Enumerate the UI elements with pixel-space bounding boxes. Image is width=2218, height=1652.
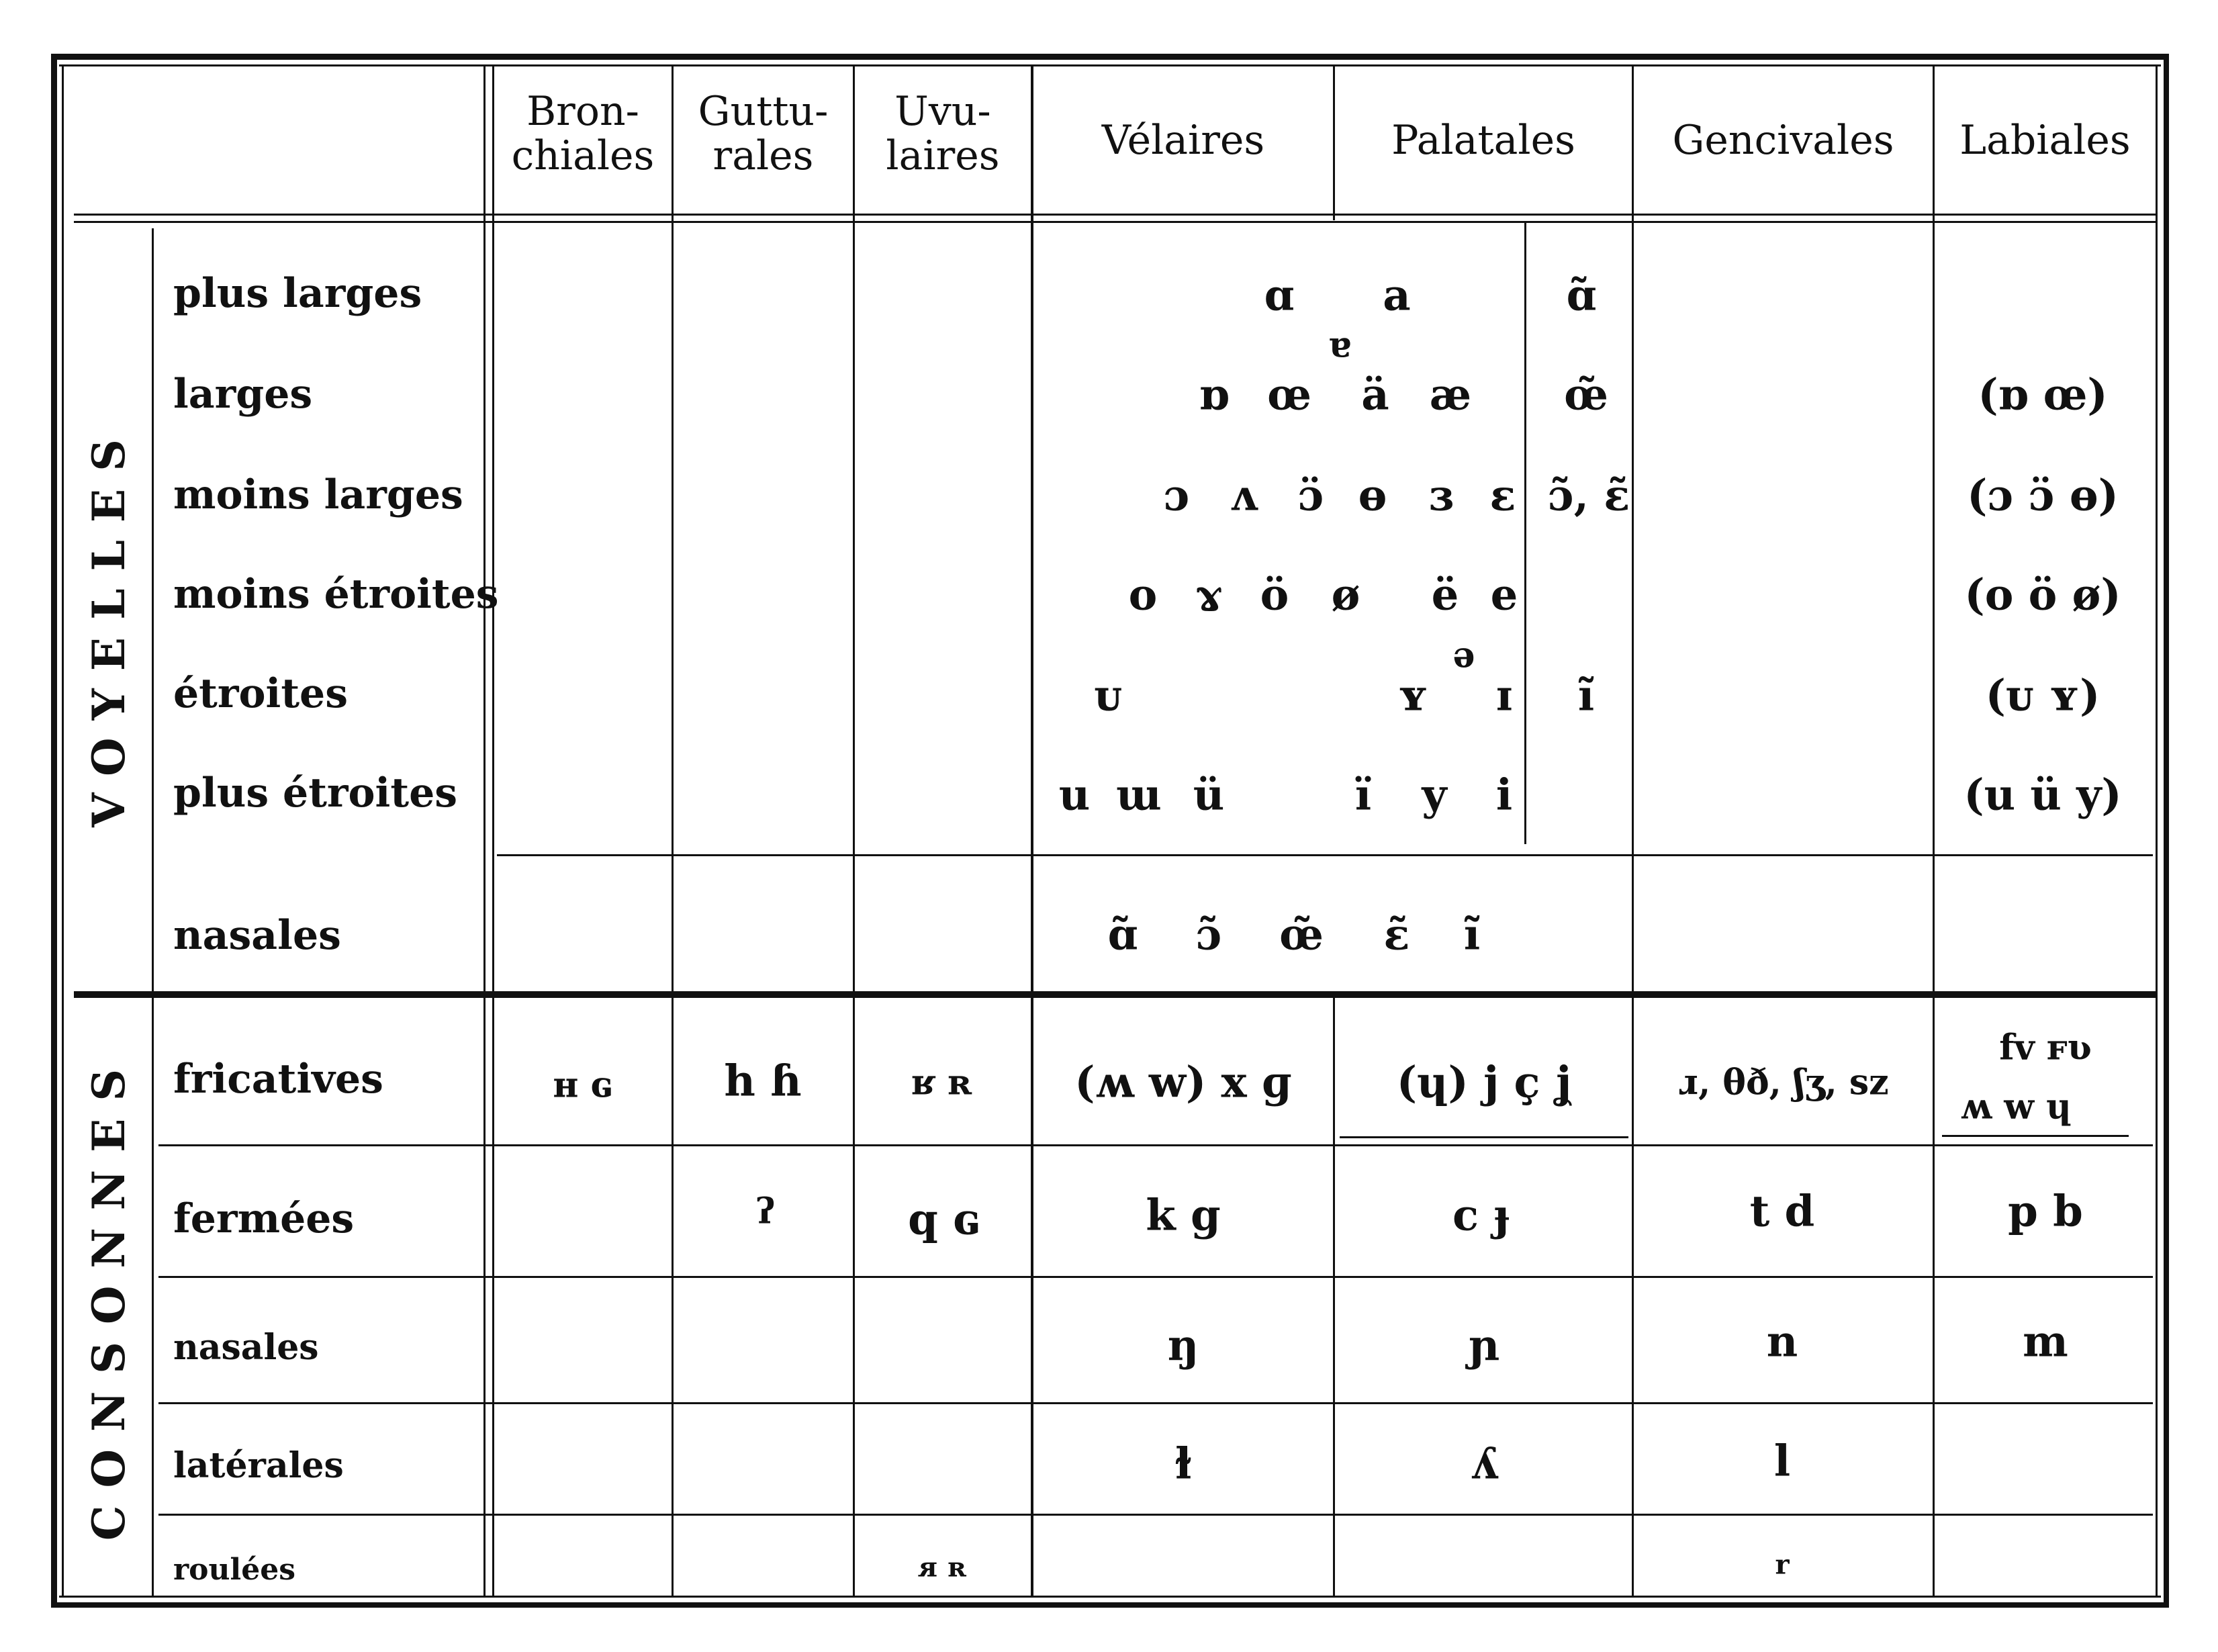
symbol: ᴜ	[1094, 670, 1122, 721]
cons-row-line-3	[158, 1402, 2153, 1404]
header-uvulaires: Uvu- laires	[886, 88, 1000, 179]
symbol: (u ü y)	[1963, 770, 2122, 821]
col-divider-6	[1632, 64, 1634, 1598]
col-divider-4	[1031, 64, 1033, 1598]
symbol: fv ꜰʋ	[1999, 1027, 2092, 1068]
symbol: ø	[1331, 569, 1360, 621]
symbol: ɫ	[1174, 1438, 1193, 1489]
row-label-fricatives: fricatives	[173, 1056, 383, 1103]
symbol: (o ö ø)	[1964, 569, 2121, 621]
symbol: ʁ ʀ	[911, 1062, 972, 1103]
col-divider-7	[1933, 64, 1935, 1598]
symbol: ä	[1361, 369, 1389, 420]
symbol: ɑ	[1264, 270, 1295, 321]
row-label-moins-etroites: moins étroites	[173, 571, 499, 618]
symbol: ə	[1452, 635, 1475, 676]
outer-frame-bottom	[51, 1602, 2169, 1608]
symbol: ɤ	[1195, 569, 1223, 621]
col-divider-3	[853, 64, 855, 1598]
header-palatales: Palatales	[1391, 117, 1575, 164]
symbol: i	[1495, 770, 1513, 821]
symbol: (ɔ ɔ̈ ɵ)	[1967, 470, 2119, 521]
row-label-cons-nasales: nasales	[173, 1327, 319, 1368]
symbol: ʍ w ɥ	[1960, 1086, 2072, 1128]
group-label-consonnes: CONSONNES	[83, 1051, 135, 1541]
outer-frame-left	[51, 54, 57, 1608]
row-label-vowel-nasales: nasales	[173, 912, 341, 959]
col-divider-1b	[492, 64, 494, 1598]
row-label-larges: larges	[173, 371, 313, 418]
header-gutturales: Guttu- rales	[698, 88, 829, 179]
symbol: œ̃	[1279, 909, 1324, 960]
symbol: r	[1775, 1549, 1790, 1581]
cons-row-line-2	[158, 1276, 2153, 1278]
symbol: ü	[1193, 770, 1225, 821]
symbol: o	[1128, 569, 1158, 621]
vowel-nasal-row-line	[497, 854, 2153, 856]
symbol: ɛ̃	[1383, 909, 1410, 960]
section-separator	[74, 991, 2156, 998]
symbol: (ɒ œ)	[1978, 369, 2108, 420]
symbol: ɒ	[1199, 369, 1230, 420]
symbol: ɔ̃	[1195, 909, 1222, 960]
symbol: ɔ	[1163, 470, 1190, 521]
cons-row-line-1	[158, 1144, 2153, 1146]
symbol: ɜ	[1429, 470, 1453, 521]
symbol: (ɥ) j ç ʝ	[1396, 1057, 1572, 1108]
symbol: ɯ	[1116, 770, 1162, 821]
outer-frame-bottom-inner	[59, 1596, 2161, 1598]
symbol: ë	[1431, 569, 1459, 621]
row-label-roulees: roulées	[173, 1553, 295, 1587]
symbol: æ	[1429, 369, 1472, 420]
symbol: ʔ	[755, 1191, 776, 1232]
symbol: ɪ	[1495, 670, 1513, 721]
symbol: y	[1422, 770, 1447, 821]
header-velaires: Vélaires	[1101, 117, 1265, 164]
palatal-fricative-underline	[1340, 1136, 1628, 1138]
symbol: a	[1383, 270, 1411, 321]
symbol: ĩ	[1463, 909, 1481, 960]
row-label-etroites: étroites	[173, 670, 348, 717]
symbol: ʜ ɢ	[553, 1064, 613, 1106]
symbol: ɐ	[1328, 324, 1351, 366]
symbol: k g	[1146, 1190, 1221, 1241]
row-label-plus-etroites: plus étroites	[173, 770, 458, 817]
group-label-voyelles: VOYELLES	[83, 422, 135, 827]
symbol: ɔ̈	[1297, 470, 1324, 521]
symbol: p b	[2008, 1186, 2083, 1237]
symbol: ɵ	[1358, 470, 1387, 521]
symbol: e	[1490, 569, 1518, 621]
header-bronchiales: Bron- chiales	[511, 88, 655, 179]
symbol: (ᴜ ʏ)	[1985, 670, 2100, 721]
header-gencivales: Gencivales	[1672, 117, 1894, 164]
symbol: ɲ	[1468, 1320, 1500, 1371]
symbol: ï	[1354, 770, 1372, 821]
col-divider-2	[672, 64, 674, 1598]
symbol: ʎ	[1470, 1438, 1498, 1489]
symbol: ɹ, θð, ʃʒ, sz	[1678, 1062, 1889, 1103]
symbol: ŋ	[1167, 1320, 1199, 1371]
symbol: h ɦ	[724, 1056, 802, 1107]
label-column-divider	[152, 228, 154, 1596]
symbol: ɔ̃, ɛ̃	[1547, 470, 1630, 521]
header-labiales: Labiales	[1959, 117, 2131, 164]
symbol: ʌ	[1230, 470, 1258, 521]
row-label-laterales: latérales	[173, 1445, 344, 1486]
col-divider-5-cons	[1333, 998, 1335, 1598]
outer-frame-right	[2164, 54, 2169, 1608]
symbol: q ɢ	[908, 1194, 980, 1245]
header-separator-2	[74, 221, 2156, 223]
col-divider-palatal-nasal	[1524, 223, 1526, 844]
symbol: ᴙ ʀ	[917, 1551, 966, 1584]
symbol: (ʍ w) x ɡ	[1074, 1057, 1292, 1108]
symbol: ɛ	[1489, 470, 1516, 521]
symbol: u	[1058, 770, 1091, 821]
symbol: n	[1766, 1316, 1798, 1367]
row-label-fermees: fermées	[173, 1195, 355, 1242]
symbol: œ	[1267, 369, 1311, 420]
symbol: c ɟ	[1452, 1190, 1510, 1241]
outer-frame-top-inner	[59, 64, 2161, 66]
symbol: ö	[1260, 569, 1289, 621]
col-divider-1	[483, 64, 486, 1598]
symbol: t d	[1749, 1186, 1815, 1237]
symbol: m	[2023, 1316, 2068, 1367]
row-label-moins-larges: moins larges	[173, 471, 463, 518]
labiales-fricative-underline	[1942, 1135, 2129, 1137]
symbol: l	[1773, 1436, 1791, 1487]
row-label-plus-larges: plus larges	[173, 270, 422, 317]
symbol: œ̃	[1564, 369, 1608, 420]
symbol: ɑ̃	[1566, 270, 1597, 321]
outer-frame-right-inner	[2156, 64, 2158, 1598]
symbol: ʏ	[1397, 670, 1429, 721]
outer-frame-left-inner	[62, 64, 64, 1598]
symbol: ɑ̃	[1107, 909, 1138, 960]
header-separator	[74, 214, 2156, 216]
outer-frame-top	[51, 54, 2169, 60]
symbol: ĩ	[1577, 670, 1595, 721]
cons-row-line-4	[158, 1514, 2153, 1516]
